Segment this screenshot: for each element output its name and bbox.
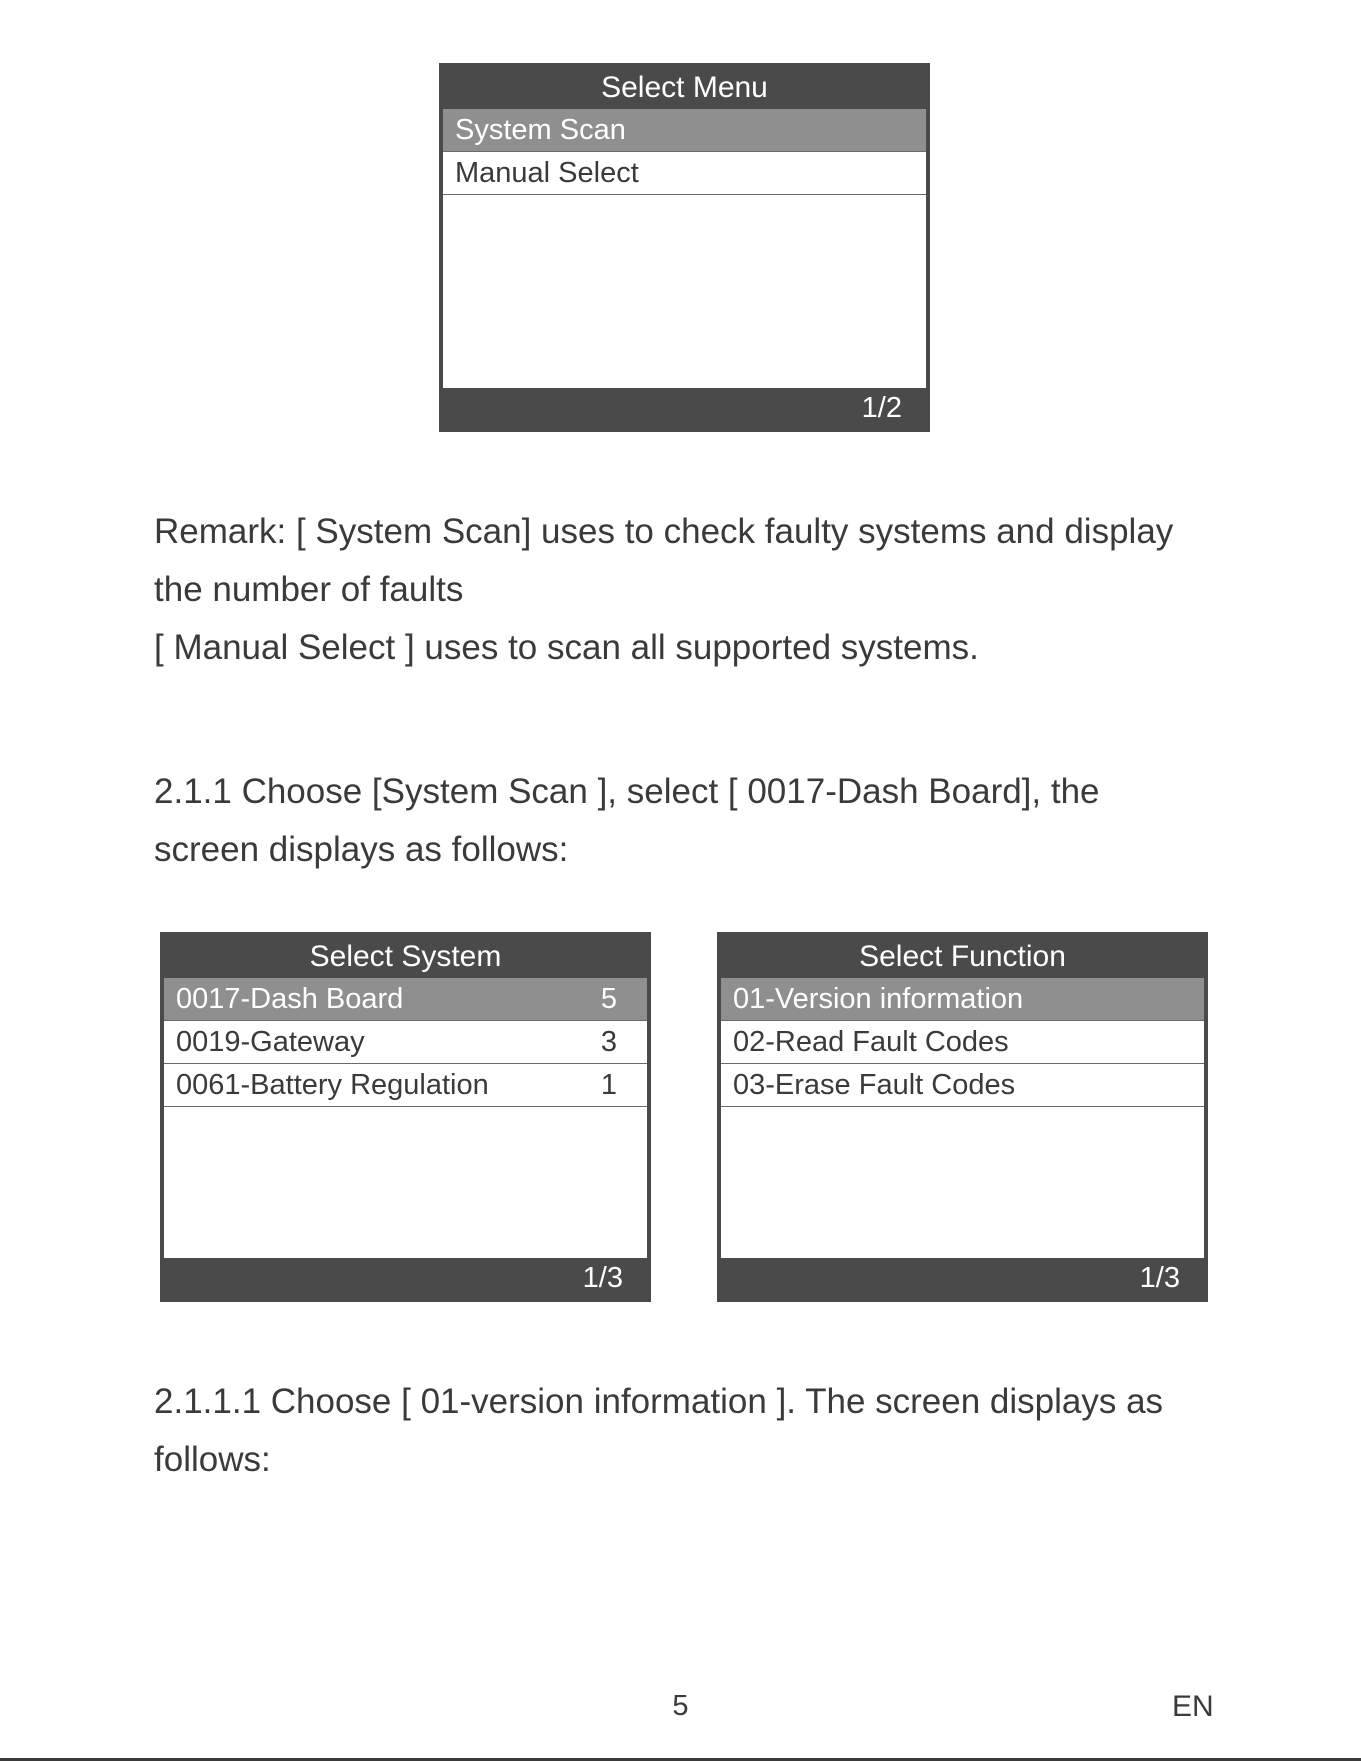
page-indicator: 1/2 <box>443 388 926 428</box>
menu-item-system-scan[interactable] <box>443 109 926 152</box>
page-number: 5 <box>672 1690 689 1722</box>
step-2-1-1-paragraph <box>154 763 1100 879</box>
language-label: EN <box>1172 1690 1214 1723</box>
function-item-version-information[interactable] <box>721 978 1204 1021</box>
system-item-dash-board[interactable] <box>164 978 647 1021</box>
system-item-label: 0061-Battery Regulation <box>176 1069 489 1101</box>
system-item-label: 0019-Gateway <box>176 1026 365 1058</box>
remark-line: [ Manual Select ] uses to scan all supported systems. <box>154 628 979 667</box>
step-line: screen displays as follows: <box>154 830 569 869</box>
remark-paragraph <box>154 503 1173 677</box>
step-line: 2.1.1 Choose [System Scan ], select [ 0017-Dash Board], the <box>154 772 1100 811</box>
page-indicator: 1/3 <box>721 1258 1204 1298</box>
screen-title: Select Menu <box>443 67 926 109</box>
function-item-erase-fault-codes[interactable] <box>721 1064 1204 1107</box>
remark-line: the number of faults <box>154 570 464 609</box>
select-function-screen <box>717 932 1208 1302</box>
select-menu-screen <box>439 63 930 432</box>
system-item-label: 0017-Dash Board <box>176 983 404 1015</box>
function-item-read-fault-codes[interactable] <box>721 1021 1204 1064</box>
menu-item-label: System Scan <box>455 114 626 146</box>
function-item-label: 01-Version information <box>733 983 1024 1015</box>
screen-title: Select System <box>164 936 647 978</box>
select-system-screen <box>160 932 651 1302</box>
fault-count: 1 <box>600 1069 617 1101</box>
menu-item-label: Manual Select <box>455 157 639 189</box>
fault-count: 5 <box>600 983 617 1015</box>
system-item-battery-regulation[interactable] <box>164 1064 647 1107</box>
system-item-gateway[interactable] <box>164 1021 647 1064</box>
function-item-label: 02-Read Fault Codes <box>733 1026 1009 1058</box>
step-line: 2.1.1.1 Choose [ 01-version information ]. The screen displays as <box>154 1382 1164 1421</box>
step-line: follows: <box>154 1440 271 1479</box>
step-2-1-1-1-paragraph <box>154 1373 1163 1489</box>
menu-item-manual-select[interactable] <box>443 152 926 195</box>
screen-title: Select Function <box>721 936 1204 978</box>
remark-line: Remark: [ System Scan] uses to check faulty systems and display <box>154 512 1174 551</box>
function-item-label: 03-Erase Fault Codes <box>733 1069 1016 1101</box>
page-indicator: 1/3 <box>164 1258 647 1298</box>
fault-count: 3 <box>600 1026 617 1058</box>
